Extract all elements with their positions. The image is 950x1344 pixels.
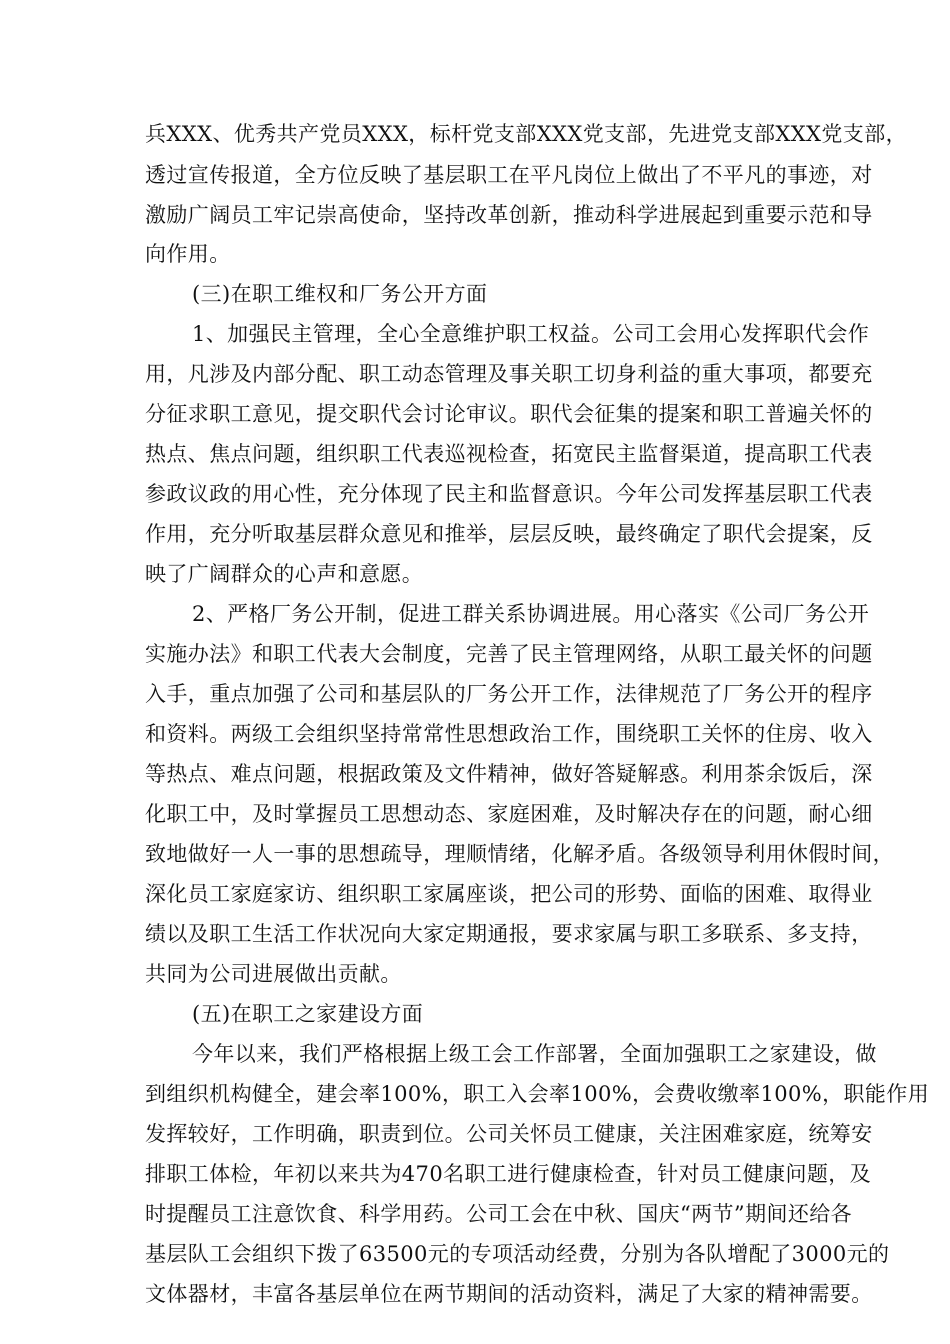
section-heading: (三)在职工维权和厂务公开方面 — [192, 282, 488, 306]
text-line: 实施办法》和职工代表大会制度，完善了民主管理网络，从职工最关怀的问题 — [145, 642, 873, 666]
text-line: 参政议政的用心性，充分体现了民主和监督意识。今年公司发挥基层职工代表 — [145, 482, 873, 506]
section-heading: (五)在职工之家建设方面 — [192, 1002, 424, 1026]
text-line: 排职工体检，年初以来共为470名职工进行健康检查，针对员工健康问题，及 — [145, 1162, 872, 1186]
text-line: 发挥较好，工作明确，职责到位。公司关怀员工健康，关注困难家庭，统筹安 — [145, 1122, 873, 1146]
text-line: 文体器材，丰富各基层单位在两节期间的活动资料，满足了大家的精神需要。 — [145, 1282, 873, 1306]
text-line: 共同为公司进展做出贡献。 — [145, 962, 402, 986]
text-line: 到组织机构健全，建会率100%，职工入会率100%，会费收缴率100%，职能作用 — [145, 1082, 930, 1106]
text-line: 绩以及职工生活工作状况向大家定期通报，要求家属与职工多联系、多支持， — [145, 922, 873, 946]
text-line: 兵XXX、优秀共产党员XXX，标杆党支部XXX党支部，先进党支部XXX党支部， — [145, 122, 907, 146]
text-line: 等热点、难点问题，根据政策及文件精神，做好答疑解惑。利用茶余饭后，深 — [145, 762, 873, 786]
text-line: 2、严格厂务公开制，促进工群关系协调进展。用心落实《公司厂务公开 — [192, 602, 870, 626]
text-line: 入手，重点加强了公司和基层队的厂务公开工作，法律规范了厂务公开的程序 — [145, 682, 873, 706]
text-line: 致地做好一人一事的思想疏导，理顺情绪，化解矛盾。各级领导利用休假时间， — [145, 842, 894, 866]
text-line: 分征求职工意见，提交职代会讨论审议。职代会征集的提案和职工普遍关怀的 — [145, 402, 873, 426]
text-line: 深化员工家庭家访、组织职工家属座谈，把公司的形势、面临的困难、取得业 — [145, 882, 873, 906]
text-line: 透过宣传报道，全方位反映了基层职工在平凡岗位上做出了不平凡的事迹，对 — [145, 163, 873, 187]
text-line: 1、加强民主管理，全心全意维护职工权益。公司工会用心发挥职代会作 — [192, 322, 870, 346]
text-line: 向作用。 — [145, 242, 231, 266]
text-line: 用，凡涉及内部分配、职工动态管理及事关职工切身利益的重大事项，都要充 — [145, 362, 873, 386]
text-line: 化职工中，及时掌握员工思想动态、家庭困难，及时解决存在的问题，耐心细 — [145, 802, 873, 826]
text-line: 和资料。两级工会组织坚持常常性思想政治工作，围绕职工关怀的住房、收入 — [145, 722, 873, 746]
text-line: 基层队工会组织下拨了63500元的专项活动经费，分别为各队增配了3000元的 — [145, 1242, 890, 1266]
text-line: 时提醒员工注意饮食、科学用药。公司工会在中秋、国庆“两节”期间还给各 — [145, 1202, 853, 1226]
text-line: 热点、焦点问题，组织职工代表巡视检查，拓宽民主监督渠道，提高职工代表 — [145, 442, 873, 466]
text-line: 映了广阔群众的心声和意愿。 — [145, 562, 424, 586]
text-line: 激励广阔员工牢记崇高使命，坚持改革创新，推动科学进展起到重要示范和导 — [145, 203, 873, 227]
text-line: 今年以来，我们严格根据上级工会工作部署，全面加强职工之家建设，做 — [192, 1042, 877, 1066]
text-line: 作用，充分听取基层群众意见和推举，层层反映，最终确定了职代会提案，反 — [145, 522, 873, 546]
